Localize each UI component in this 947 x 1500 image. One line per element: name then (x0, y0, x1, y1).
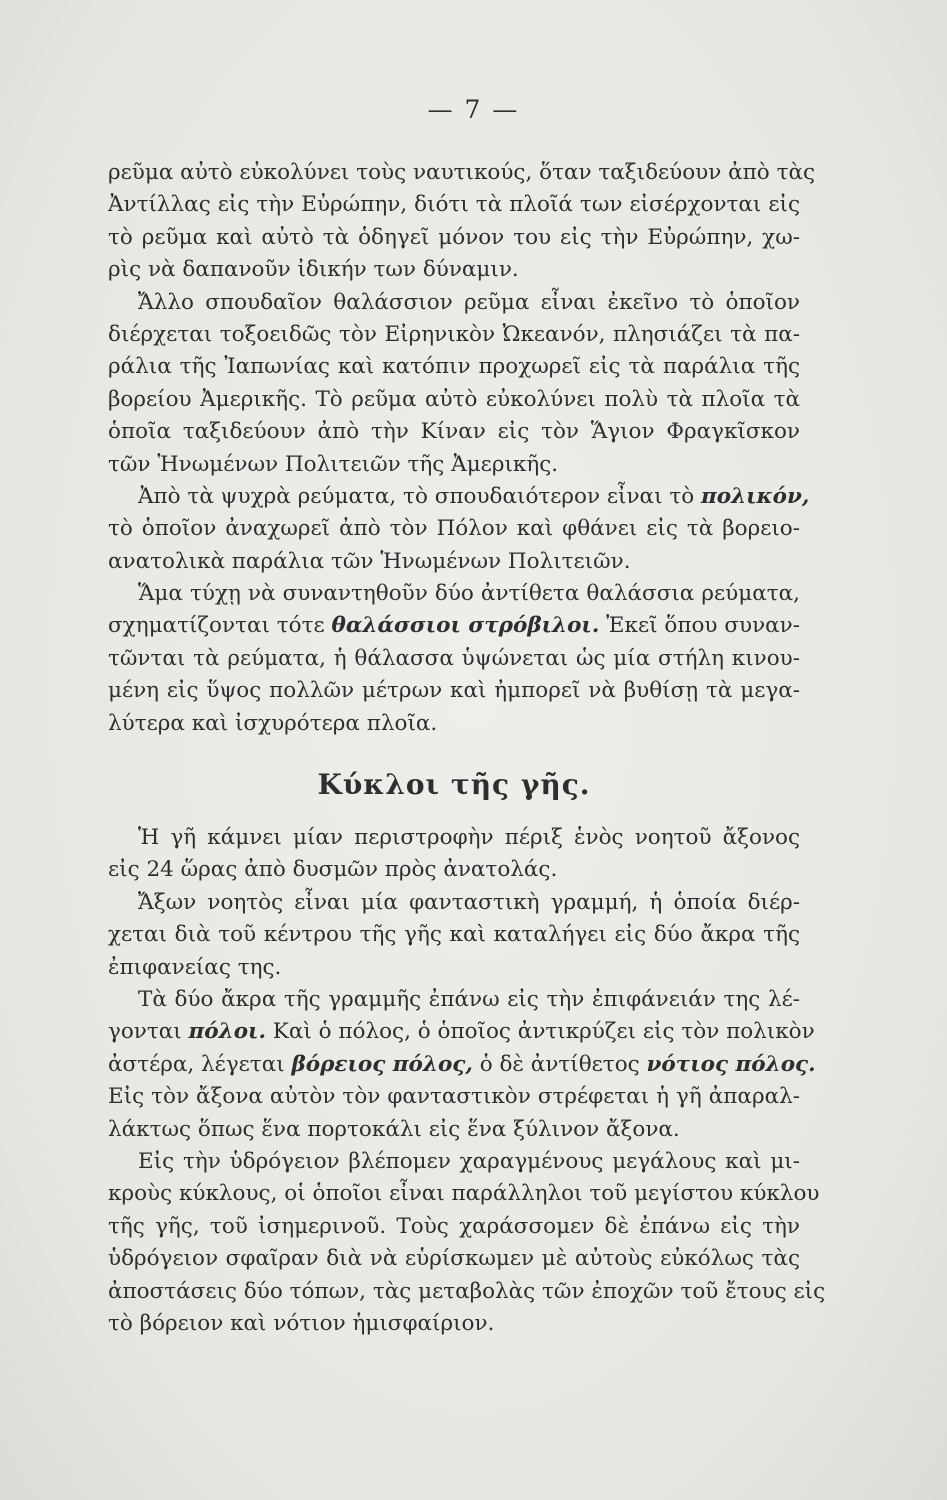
text-line: χεται διὰ τοῦ κέντρου τῆς γῆς καὶ καταλήγει εἰς δύο ἄκρα τῆς (108, 922, 800, 948)
text-line: Εἰς τὸν ἄξονα αὐτὸν τὸν φανταστικὸν στρέφεται ἡ γῆ ἀπαραλ- (108, 1084, 800, 1110)
text-line: ἐπιφανείας της. (108, 954, 282, 980)
text-span: ἀστέρα, λέγεται (108, 1051, 292, 1077)
text-line: ὁποῖα ταξιδεύουν ἀπὸ τὴν Κίναν εἰς τὸν Ἅγιον Φραγκῖσκον (108, 419, 800, 445)
body-text (108, 157, 826, 1340)
text-line: τὸ βόρειον καὶ νότιον ἡμισφαίριον. (108, 1310, 495, 1336)
text-line: ανατολικὰ παράλια τῶν Ἡνωμένων Πολιτειῶν. (108, 548, 631, 574)
text-span: γονται (108, 1019, 189, 1045)
text-line: τὸ ὁποῖον ἀναχωρεῖ ἀπὸ τὸν Πόλον καὶ φθάνει εἰς τὰ βορειο- (108, 516, 800, 542)
emphasis-term: νότιος πόλος. (646, 1051, 816, 1077)
text-line: Ἀντίλλας εἰς τὴν Εὐρώπην, διότι τὰ πλοῖά των εἰσέρχονται εἰς (108, 192, 800, 218)
text-line: τῆς γῆς, τοῦ ἰσημερινοῦ. Τοὺς χαράσσομεν δὲ ἐπάνω εἰς τὴν (108, 1213, 800, 1239)
text-line: Ἅμα τύχῃ νὰ συναντηθοῦν δύο ἀντίθετα θαλάσσια ρεύματα, (138, 581, 800, 607)
text-line (108, 610, 800, 642)
text-line: τῶνται τὰ ρεύματα, ἡ θάλασσα ὑψώνεται ὡς μία στήλη κινου- (108, 645, 800, 671)
text-line: βορείου Ἀμερικῆς. Τὸ ρεῦμα αὐτὸ εὐκολύνει πολὺ τὰ πλοῖα τὰ (108, 386, 800, 412)
text-span: ὁ δὲ ἀντίθετος (472, 1051, 647, 1077)
text-line: τῶν Ἡνωμένων Πολιτειῶν τῆς Ἀμερικῆς. (108, 451, 559, 477)
text-line: ράλια τῆς Ἰαπωνίας καὶ κατόπιν προχωρεῖ εἰς τὰ παράλια τῆς (108, 354, 800, 380)
text-span: Ἐκεῖ ὅπου συναν- (599, 613, 800, 639)
text-line: κροὺς κύκλους, οἱ ὁποῖοι εἶναι παράλληλοι τοῦ μεγίστου κύκλου (108, 1181, 820, 1207)
text-line: Ἄλλο σπουδαῖον θαλάσσιον ρεῦμα εἶναι ἐκεῖνο τὸ ὁποῖον (138, 289, 800, 315)
text-line: εἰς 24 ὥρας ἀπὸ δυσμῶν πρὸς ἀνατολάς. (108, 857, 558, 883)
emphasis-term: βόρειος πόλος, (291, 1051, 473, 1077)
text-line: Ἄξων νοητὸς εἶναι μία φανταστικὴ γραμμή, ἡ ὁποία διέρ- (138, 889, 800, 915)
text-span: Ἀπὸ τὰ ψυχρὰ ρεύματα, τὸ σπουδαιότερον εἶναι τὸ (138, 483, 701, 509)
emphasis-term: πολικόν, (701, 483, 810, 509)
text-line: Εἰς τὴν ὑδρόγειον βλέπομεν χαραγμένους μεγάλους καὶ μι- (138, 1148, 800, 1174)
text-span: σχηματίζονται τότε (108, 613, 332, 639)
page-number: — 7 — (427, 95, 520, 124)
text-span: Καὶ ὁ πόλος, ὁ ὁποῖος ἀντικρύζει εἰς τὸν πολικὸν (265, 1019, 815, 1045)
emphasis-term: θαλάσσιοι στρόβιλοι. (331, 613, 600, 639)
text-line: Τὰ δύο ἄκρα τῆς γραμμῆς ἐπάνω εἰς τὴν ἐπιφάνειάν της λέ- (138, 986, 800, 1012)
text-line: τὸ ρεῦμα καὶ αὐτὸ τὰ ὁδηγεῖ μόνον του εἰς τὴν Εὐρώπην, χω- (108, 224, 800, 250)
text-line: Ἡ γῆ κάμνει μίαν περιστροφὴν πέριξ ἑνὸς νοητοῦ ἄξονος (138, 825, 800, 851)
text-line: ρὶς νὰ δαπανοῦν ἰδικήν των δύναμιν. (108, 257, 519, 283)
text-line: ὑδρόγειον σφαῖραν διὰ νὰ εὑρίσκωμεν μὲ αὐτοὺς εὐκόλως τὰς (108, 1246, 800, 1272)
text-line: ρεῦμα αὐτὸ εὐκολύνει τοὺς ναυτικούς, ὅταν ταξιδεύουν ἀπὸ τὰς (108, 160, 816, 185)
text-line (108, 1016, 815, 1048)
text-line (108, 481, 810, 513)
text-line: λύτερα καὶ ἰσχυρότερα πλοῖα. (108, 710, 438, 736)
text-line: διέρχεται τοξοειδῶς τὸν Εἰρηνικὸν Ὠκεανόν, πλησιάζει τὰ πα- (108, 321, 800, 347)
emphasis-term: πόλοι. (188, 1019, 266, 1045)
text-line: λάκτως ὅπως ἕνα πορτοκάλι εἰς ἕνα ξύλινον ἄξονα. (108, 1116, 680, 1142)
text-line: μένη εἰς ὕψος πολλῶν μέτρων καὶ ἠμπορεῖ νὰ βυθίσῃ τὰ μεγα- (108, 678, 800, 704)
text-line (108, 1049, 816, 1081)
text-line: ἀποστάσεις δύο τόπων, τὰς μεταβολὰς τῶν ἐποχῶν τοῦ ἔτους εἰς (108, 1278, 826, 1304)
section-heading: Κύκλοι τῆς γῆς. (317, 768, 591, 802)
